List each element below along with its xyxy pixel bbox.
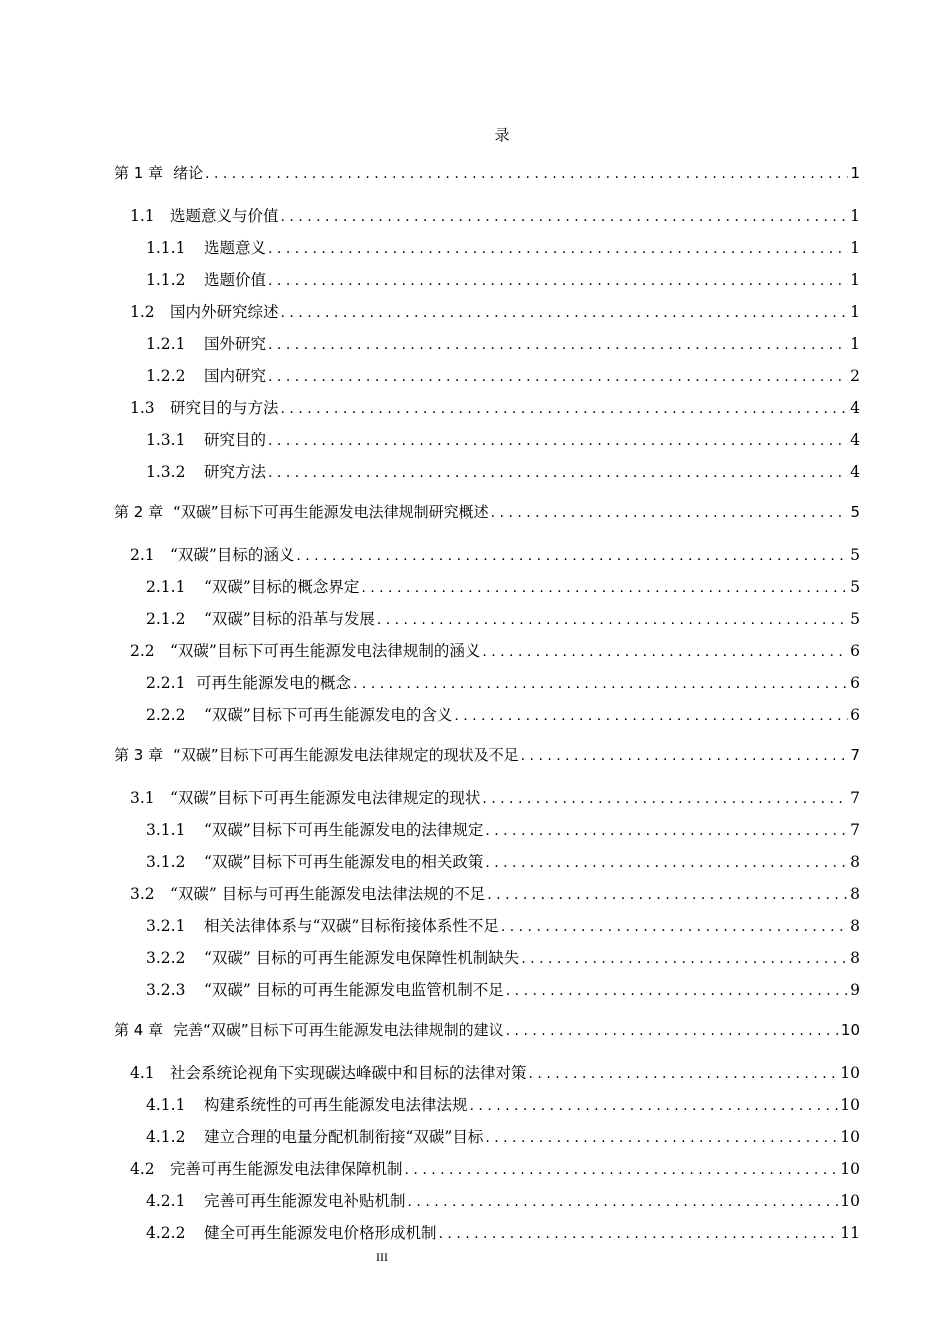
toc-entry-number: 1.2.2 <box>146 367 186 385</box>
toc-entry-number: 2.1.1 <box>146 578 186 596</box>
toc-entry-number: 4.1 <box>130 1064 155 1082</box>
toc-entry-number: 2.1 <box>130 546 155 564</box>
toc-entry-title: 完善可再生能源发电法律保障机制 <box>170 1160 403 1178</box>
toc-entry-page: 5 <box>850 503 860 521</box>
toc-leader-dots <box>281 305 849 321</box>
page-number-footer: III <box>376 1250 388 1264</box>
toc-entry-number: 第 4 章 <box>114 1021 164 1039</box>
toc-section-entry[interactable] <box>0 1157 860 1179</box>
toc-entry-title: 相关法律体系与“双碳”目标衔接体系性不足 <box>204 917 499 935</box>
toc-entry-number: 1.1.1 <box>146 239 186 257</box>
toc-leader-dots <box>281 209 849 225</box>
toc-leader-dots <box>268 465 848 481</box>
toc-entry-title: “双碳” 目标与可再生能源发电法律法规的不足 <box>170 885 486 903</box>
toc-entry-number: 1.1.2 <box>146 271 186 289</box>
toc-entry-page: 4 <box>850 431 860 449</box>
toc-entry-title: 国内研究 <box>204 367 267 385</box>
toc-entry-title: 国外研究 <box>204 335 267 353</box>
toc-entry-title: “双碳”目标下可再生能源发电法律规制的涵义 <box>170 642 481 660</box>
toc-subsection-entry[interactable] <box>0 607 860 629</box>
toc-entry-page: 8 <box>850 885 860 903</box>
toc-entry-number: 1.3.1 <box>146 431 186 449</box>
toc-entry-number: 4.1.1 <box>146 1096 186 1114</box>
toc-entry-page: 1 <box>850 271 860 289</box>
toc-entry-number: 4.2.2 <box>146 1224 186 1242</box>
toc-entry-page: 5 <box>850 546 860 564</box>
toc-subsection-entry[interactable] <box>0 850 860 872</box>
toc-leader-dots <box>521 951 848 967</box>
toc-entry-title: “双碳”目标下可再生能源发电的相关政策 <box>204 853 484 871</box>
toc-entry-title: 选题意义 <box>204 239 267 257</box>
toc-leader-dots <box>485 1130 838 1146</box>
toc-leader-dots <box>485 823 848 839</box>
toc-leader-dots <box>268 273 848 289</box>
toc-section-entry[interactable] <box>0 639 860 661</box>
toc-entry-title: “双碳”目标的沿革与发展 <box>204 610 375 628</box>
toc-leader-dots <box>296 548 848 564</box>
toc-entry-title: “双碳”目标下可再生能源发电法律规定的现状 <box>170 789 481 807</box>
toc-leader-dots <box>281 401 849 417</box>
toc-section-entry[interactable] <box>0 1061 860 1083</box>
toc-entry-title: 建立合理的电量分配机制衔接“双碳”目标 <box>204 1128 484 1146</box>
toc-entry-number: 1.2 <box>130 303 155 321</box>
toc-entry-number: 3.2.2 <box>146 949 186 967</box>
toc-leader-dots <box>485 855 848 871</box>
toc-entry-page: 7 <box>850 746 860 764</box>
toc-subsection-entry[interactable] <box>0 460 860 482</box>
toc-entry-page: 8 <box>850 949 860 967</box>
toc-leader-dots <box>487 887 848 903</box>
toc-entry-title: “双碳”目标下可再生能源发电的法律规定 <box>204 821 484 839</box>
toc-subsection-entry[interactable] <box>0 946 860 968</box>
toc-section-entry[interactable] <box>0 882 860 904</box>
toc-entry-number: 第 2 章 <box>114 503 164 521</box>
toc-entry-page: 10 <box>840 1021 860 1039</box>
toc-entry-page: 1 <box>850 207 860 225</box>
toc-leader-dots <box>361 580 848 596</box>
toc-entry-number: 1.2.1 <box>146 335 186 353</box>
toc-entry-page: 8 <box>850 853 860 871</box>
toc-entry-title: “双碳”目标的概念界定 <box>204 578 360 596</box>
toc-leader-dots <box>353 676 848 692</box>
toc-entry-number: 4.1.2 <box>146 1128 186 1146</box>
toc-entry-number: 3.1.1 <box>146 821 186 839</box>
toc-entry-title: 可再生能源发电的概念 <box>196 674 352 692</box>
toc-leader-dots <box>408 1194 839 1210</box>
toc-section-entry[interactable] <box>0 396 860 418</box>
toc-entry-title: “双碳” 目标的可再生能源发电监管机制不足 <box>204 981 504 999</box>
toc-entry-page: 11 <box>840 1224 860 1242</box>
toc-subsection-entry[interactable] <box>0 914 860 936</box>
page-title: 录 <box>494 126 510 144</box>
toc-entry-number: 4.2 <box>130 1160 155 1178</box>
toc-leader-dots <box>205 166 848 182</box>
toc-entry-page: 10 <box>840 1160 860 1178</box>
toc-leader-dots <box>482 791 848 807</box>
toc-entry-page: 7 <box>850 821 860 839</box>
toc-entry-number: 2.2.2 <box>146 706 186 724</box>
toc-entry-page: 10 <box>840 1128 860 1146</box>
toc-entry-title: 研究方法 <box>204 463 267 481</box>
toc-entry-title: “双碳”目标下可再生能源发电的含义 <box>204 706 453 724</box>
toc-leader-dots <box>521 748 849 764</box>
toc-entry-page: 10 <box>840 1064 860 1082</box>
toc-entry-page: 1 <box>850 335 860 353</box>
toc-leader-dots <box>506 1023 839 1039</box>
toc-entry-number: 4.2.1 <box>146 1192 186 1210</box>
toc-subsection-entry[interactable] <box>0 671 860 693</box>
toc-chapter-entry[interactable] <box>0 1019 860 1041</box>
toc-entry-page: 9 <box>850 981 860 999</box>
toc-entry-title: 选题意义与价值 <box>170 207 279 225</box>
toc-leader-dots <box>268 433 848 449</box>
toc-subsection-entry[interactable] <box>0 364 860 386</box>
toc-subsection-entry[interactable] <box>0 1093 860 1115</box>
toc-entry-title: 国内外研究综述 <box>170 303 279 321</box>
toc-entry-title: 社会系统论视角下实现碳达峰碳中和目标的法律对策 <box>170 1064 527 1082</box>
toc-subsection-entry[interactable] <box>0 1221 860 1243</box>
toc-subsection-entry[interactable] <box>0 268 860 290</box>
toc-entry-number: 1.3 <box>130 399 155 417</box>
toc-chapter-entry[interactable] <box>0 501 860 523</box>
toc-entry-page: 6 <box>850 674 860 692</box>
toc-subsection-entry[interactable] <box>0 703 860 725</box>
toc-section-entry[interactable] <box>0 204 860 226</box>
toc-chapter-entry[interactable] <box>0 162 860 184</box>
toc-entry-number: 3.1.2 <box>146 853 186 871</box>
toc-entry-page: 7 <box>850 789 860 807</box>
toc-subsection-entry[interactable] <box>0 978 860 1000</box>
toc-entry-page: 10 <box>840 1096 860 1114</box>
toc-entry-title: “双碳” 目标的可再生能源发电保障性机制缺失 <box>204 949 520 967</box>
toc-section-entry[interactable] <box>0 300 860 322</box>
toc-entry-title: 完善可再生能源发电补贴机制 <box>204 1192 406 1210</box>
toc-subsection-entry[interactable] <box>0 1189 860 1211</box>
toc-subsection-entry[interactable] <box>0 575 860 597</box>
toc-entry-page: 5 <box>850 610 860 628</box>
toc-entry-number: 2.2.1 <box>146 674 186 692</box>
toc-entry-number: 第 3 章 <box>114 746 164 764</box>
toc-leader-dots <box>491 505 849 521</box>
toc-leader-dots <box>439 1226 839 1242</box>
toc-chapter-entry[interactable] <box>0 744 860 766</box>
toc-leader-dots <box>501 919 848 935</box>
toc-entry-title: 完善“双碳”目标下可再生能源发电法律规制的建议 <box>173 1021 504 1039</box>
toc-leader-dots <box>529 1066 839 1082</box>
toc-entry-page: 1 <box>850 303 860 321</box>
toc-subsection-entry[interactable] <box>0 236 860 258</box>
toc-leader-dots <box>506 983 848 999</box>
toc-leader-dots <box>268 337 848 353</box>
toc-entry-number: 第 1 章 <box>114 164 164 182</box>
toc-leader-dots <box>482 644 848 660</box>
toc-subsection-entry[interactable] <box>0 332 860 354</box>
toc-entry-page: 8 <box>850 917 860 935</box>
toc-entry-number: 2.2 <box>130 642 155 660</box>
toc-entry-page: 2 <box>850 367 860 385</box>
toc-entry-page: 1 <box>850 239 860 257</box>
toc-entry-number: 3.1 <box>130 789 155 807</box>
toc-entry-title: 研究目的 <box>204 431 267 449</box>
toc-entry-number: 1.3.2 <box>146 463 186 481</box>
toc-entry-title: “双碳”目标下可再生能源发电法律规定的现状及不足 <box>173 746 519 764</box>
toc-entry-number: 3.2.3 <box>146 981 186 999</box>
toc-entry-title: 健全可再生能源发电价格形成机制 <box>204 1224 437 1242</box>
toc-entry-title: 构建系统性的可再生能源发电法律法规 <box>204 1096 468 1114</box>
toc-entry-number: 3.2 <box>130 885 155 903</box>
toc-entry-title: 选题价值 <box>204 271 267 289</box>
toc-entry-title: “双碳”目标下可再生能源发电法律规制研究概述 <box>173 503 489 521</box>
toc-leader-dots <box>470 1098 839 1114</box>
toc-leader-dots <box>454 708 848 724</box>
toc-entry-title: “双碳”目标的涵义 <box>170 546 295 564</box>
toc-subsection-entry[interactable] <box>0 428 860 450</box>
toc-section-entry[interactable] <box>0 543 860 565</box>
toc-entry-page: 10 <box>840 1192 860 1210</box>
toc-subsection-entry[interactable] <box>0 818 860 840</box>
toc-entry-page: 5 <box>850 578 860 596</box>
toc-entry-page: 4 <box>850 463 860 481</box>
toc-entry-page: 1 <box>850 164 860 182</box>
toc-entry-title: 绪论 <box>173 164 204 182</box>
toc-entry-page: 4 <box>850 399 860 417</box>
toc-entry-title: 研究目的与方法 <box>170 399 279 417</box>
toc-entry-number: 2.1.2 <box>146 610 186 628</box>
toc-entry-number: 1.1 <box>130 207 155 225</box>
toc-entry-number: 3.2.1 <box>146 917 186 935</box>
toc-leader-dots <box>377 612 848 628</box>
toc-leader-dots <box>268 369 848 385</box>
toc-entry-page: 6 <box>850 706 860 724</box>
toc-leader-dots <box>268 241 848 257</box>
toc-section-entry[interactable] <box>0 786 860 808</box>
toc-subsection-entry[interactable] <box>0 1125 860 1147</box>
toc-leader-dots <box>405 1162 839 1178</box>
toc-entry-page: 6 <box>850 642 860 660</box>
